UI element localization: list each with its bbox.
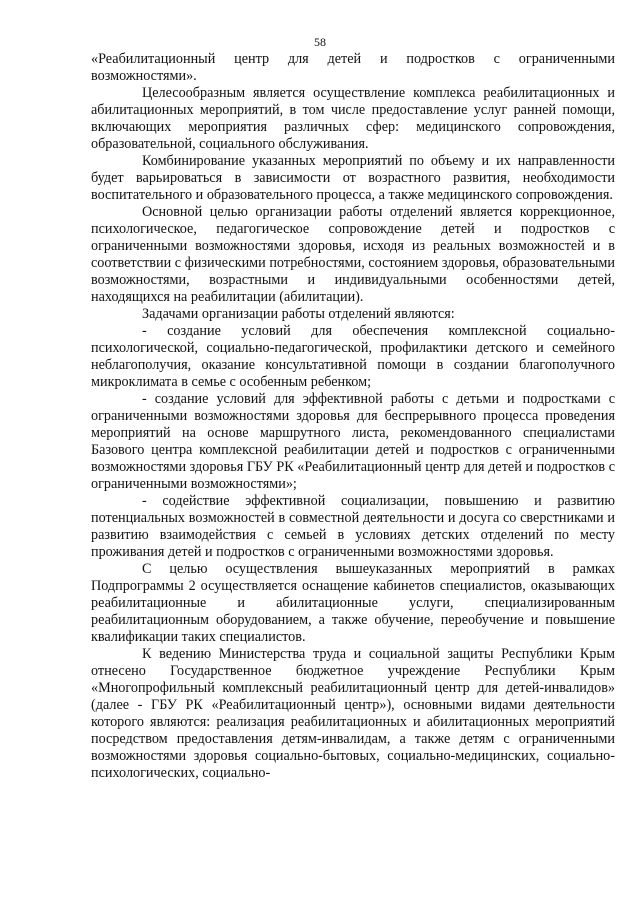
paragraph: Целесообразным является осуществление комплекса реабилитационных и абилитационных мероприятий, в том числе предоставление услуг ранней помощи, включающих мероприятия различных сфер: медицинского сопровождения, образовательной, социального обслуживания. — [91, 85, 615, 152]
paragraph: Основной целью организации работы отделений является коррекционное, психологическое, педагогическое сопровождение детей и подростков с ограниченными возможностями здоровья, исходя из реальных возможностей и в соответствии с физическими потребностями, состоянием здоровья, образовательными возможностями, возрастными и индивидуальными особенностями детей, находящихся на реабилитации (абилитации). — [91, 204, 615, 305]
paragraph-continuation: «Реабилитационный центр для детей и подростков с ограниченными возможностями». — [91, 51, 615, 84]
paragraph: К ведению Министерства труда и социальной защиты Республики Крым отнесено Государственное бюджетное учреждение Республики Крым «Многопрофильный комплексный реабилитационный центр для детей-инвалидов» (далее - ГБУ РК «Реабилитационный центр»), основными видами деятельности которого являются: реализация реабилитационных и абилитационных мероприятий посредством предоставления детям-инвалидам, а также детям с ограниченными возможностями здоровья социально-бытовых, социально-медицинских, социально-психологических, социально- — [91, 646, 615, 781]
list-item: - содействие эффективной социализации, повышению и развитию потенциальных возможностей в совместной деятельности и досуга со сверстниками и развитию взаимодействия с семьей в условиях детских отделений по месту проживания детей и подростков с ограниченными возможностями здоровья. — [91, 493, 615, 560]
page-number: 58 — [314, 35, 326, 49]
paragraph: Задачами организации работы отделений являются: — [142, 306, 455, 322]
list-item: - создание условий для эффективной работы с детьми и подростками с ограниченными возможностями здоровья для беспрерывного процесса проведения мероприятий на основе маршрутного листа, рекомендованного специалистами Базового центра комплексной реабилитации детей и подростков с ограниченными возможностями здоровья ГБУ РК «Реабилитационный центр для детей и подростков с ограниченными возможностями»; — [91, 391, 615, 492]
paragraph: С целью осуществления вышеуказанных мероприятий в рамках Подпрограммы 2 осуществляется оснащение кабинетов специалистов, оказывающих реабилитационные и абилитационные услуги, специализированным реабилитационным оборудованием, а также обучение, переобучение и повышение квалификации таких специалистов. — [91, 561, 615, 645]
body-text — [91, 51, 615, 782]
paragraph: Комбинирование указанных мероприятий по объему и их направленности будет варьироваться в зависимости от возрастного развития, необходимости воспитательного и образовательного процесса, а также медицинского сопровождения. — [91, 153, 615, 203]
list-item: - создание условий для обеспечения комплексной социально-психологической, социально-педагогической, профилактики детского и семейного неблагополучия, оказание консультативной помощи в создании благополучного микроклимата в семье с особенным ребенком; — [91, 323, 615, 390]
